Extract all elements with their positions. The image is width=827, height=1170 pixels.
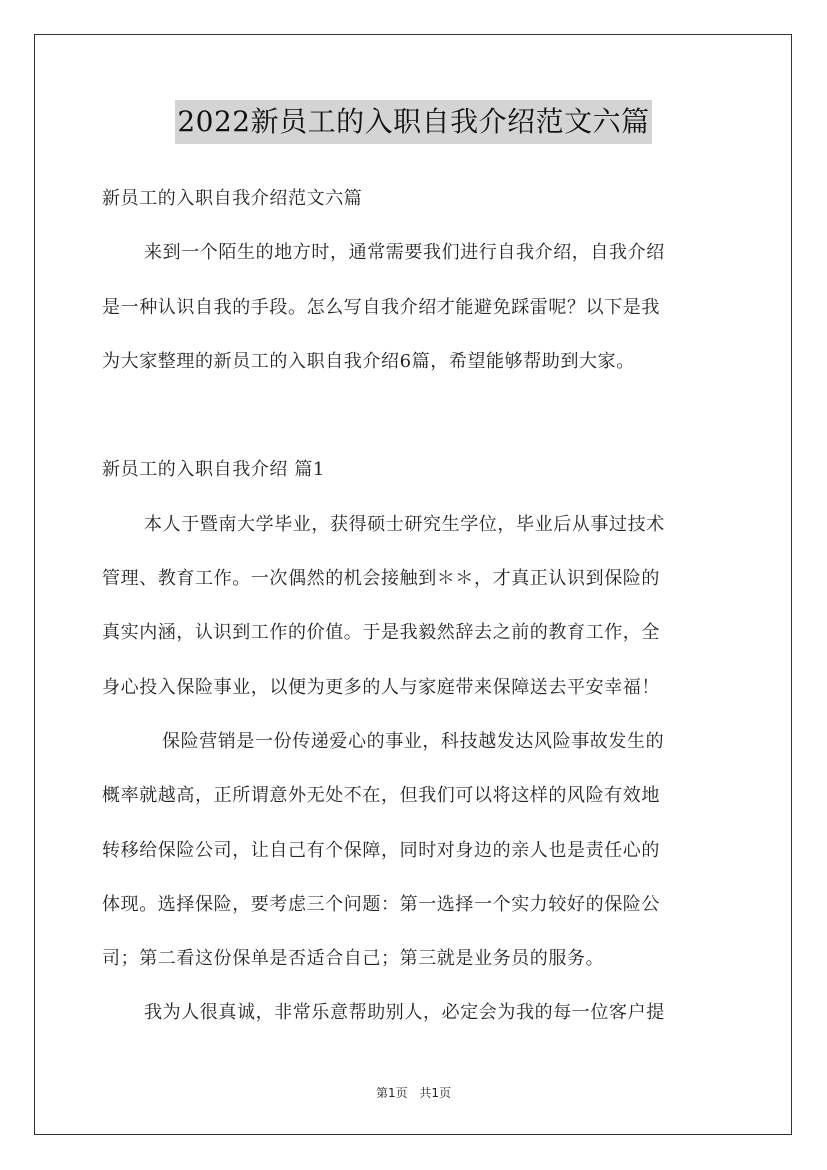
body-paragraph-line: 我为人很真诚，非常乐意帮助别人，必定会为我的每一位客户提 (144, 1002, 665, 1024)
page-footer (0, 1084, 827, 1101)
blank-line (102, 389, 726, 443)
title-container (0, 100, 827, 144)
subtitle-line: 新员工的入职自我介绍范文六篇 (102, 188, 363, 209)
intro-paragraph-line: 是一种认识自我的手段。怎么写自我介绍才能避免踩雷呢？以下是我 (102, 296, 660, 318)
document-title: 2022新员工的入职自我介绍范文六篇 (175, 100, 651, 144)
intro-paragraph-line: 来到一个陌生的地方时，通常需要我们进行自我介绍，自我介绍 (144, 242, 665, 264)
body-paragraph-line: 概率就越高，正所谓意外无处不在，但我们可以将这样的风险有效地 (102, 785, 660, 807)
body-paragraph-line: 司；第二看这份保单是否适合自己；第三就是业务员的服务。 (102, 948, 605, 970)
body-paragraph-line: 管理、教育工作。一次偶然的机会接触到＊＊，才真正认识到保险的 (102, 568, 660, 590)
body-paragraph-line: 保险营销是一份传递爱心的事业，科技越发达风险事故发生的 (162, 730, 665, 752)
section-heading: 新员工的入职自我介绍 篇1 (102, 459, 325, 481)
page-total: 共1页 (419, 1086, 452, 1100)
body-paragraph-line: 真实内涵，认识到工作的价值。于是我毅然辞去之前的教育工作，全 (102, 622, 660, 644)
intro-paragraph-line: 为大家整理的新员工的入职自我介绍6篇，希望能够帮助到大家。 (102, 350, 635, 372)
body-paragraph-line: 转移给保险公司，让自己有个保障，同时对身边的亲人也是责任心的 (102, 839, 660, 861)
document-body (102, 172, 726, 1041)
body-paragraph-line: 身心投入保险事业，以便为更多的人与家庭带来保障送去平安幸福！ (102, 676, 660, 698)
body-paragraph-line: 体现。选择保险，要考虑三个问题：第一选择一个实力较好的保险公 (102, 893, 660, 915)
body-paragraph-line: 本人于暨南大学毕业，获得硕士研究生学位，毕业后从事过技术 (144, 513, 665, 535)
page-number: 第1页 (375, 1086, 408, 1100)
